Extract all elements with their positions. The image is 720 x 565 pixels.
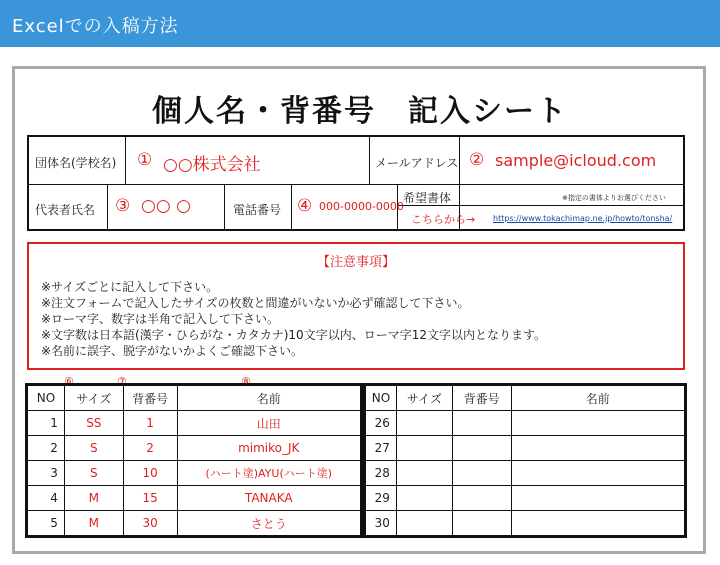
table-row: [28, 461, 361, 486]
col-header-size: サイズ: [64, 386, 123, 411]
col-header-size: サイズ: [396, 386, 452, 411]
table-row: [366, 411, 685, 436]
rep-num: ③: [115, 196, 131, 216]
cell-number[interactable]: [452, 486, 511, 511]
cell-name[interactable]: さとう: [177, 511, 360, 536]
notice-box: [27, 242, 685, 370]
mail-value[interactable]: sample@icloud.com: [495, 151, 657, 170]
col-header-name: 名前: [177, 386, 360, 411]
phone-value[interactable]: 000-0000-0000: [319, 200, 404, 213]
roster-table-left: [27, 385, 361, 536]
mail-num: ②: [469, 150, 485, 170]
cell-name[interactable]: 山田: [177, 411, 360, 436]
cell-no: 27: [366, 436, 397, 461]
cell-size[interactable]: [396, 486, 452, 511]
table-row: [28, 436, 361, 461]
cell-no: 29: [366, 486, 397, 511]
cell-no: 30: [366, 511, 397, 536]
notice-heading: 【注意事項】: [316, 255, 395, 270]
info-block: [27, 135, 685, 231]
cell-size[interactable]: [396, 436, 452, 461]
group-label: 団体名(学校名): [35, 156, 117, 170]
cell-size[interactable]: M: [64, 486, 123, 511]
col-header-no: NO: [366, 386, 397, 411]
font-link[interactable]: https://www.tokachimap.ne.jp/howto/tonsha/: [493, 214, 673, 223]
cell-name[interactable]: mimiko_JK: [177, 436, 360, 461]
notice-line: ※名前に誤字、脱字がないかよくご確認下さい。: [41, 344, 304, 358]
table-row: [366, 511, 685, 536]
font-link-label: こちらから→: [411, 213, 476, 226]
phone-label: 電話番号: [233, 203, 282, 217]
cell-number[interactable]: 30: [123, 511, 177, 536]
cell-name[interactable]: TANAKA: [177, 486, 360, 511]
table-row: [366, 461, 685, 486]
table-row: [28, 411, 361, 436]
cell-number[interactable]: 1: [123, 411, 177, 436]
header-title: Excelでの入稿方法: [12, 16, 179, 37]
notice-line: ※注文フォームで記入したサイズの枚数と間違がいないか必ず確認して下さい。: [41, 296, 470, 310]
col-header-no: NO: [28, 386, 65, 411]
cell-number[interactable]: [452, 411, 511, 436]
table-header-row: [366, 386, 685, 411]
font-label: 希望書体: [403, 191, 452, 205]
cell-size[interactable]: M: [64, 511, 123, 536]
cell-number[interactable]: 15: [123, 486, 177, 511]
cell-size[interactable]: [396, 461, 452, 486]
col-header-name: 名前: [511, 386, 684, 411]
cell-no: 1: [28, 411, 65, 436]
cell-name[interactable]: [511, 461, 684, 486]
cell-number[interactable]: 10: [123, 461, 177, 486]
cell-size[interactable]: [396, 411, 452, 436]
notice-line: ※ローマ字、数字は半角で記入して下さい。: [41, 312, 280, 326]
col-header-number: 背番号: [123, 386, 177, 411]
cell-name[interactable]: [511, 436, 684, 461]
cell-name[interactable]: [511, 411, 684, 436]
cell-number[interactable]: [452, 511, 511, 536]
notice-lines: [41, 279, 546, 359]
notice-line: ※サイズごとに記入して下さい。: [41, 280, 219, 294]
cell-size[interactable]: [396, 511, 452, 536]
cell-size[interactable]: SS: [64, 411, 123, 436]
cell-name[interactable]: [511, 511, 684, 536]
notice-line: ※文字数は日本語(漢字・ひらがな・カタカナ)10文字以内、ローマ字12文字以内となります。: [41, 328, 547, 342]
font-note: ※指定の書体よりお選びください: [562, 194, 666, 202]
cell-number[interactable]: [452, 436, 511, 461]
marker-name: ⑧: [241, 375, 251, 388]
col-header-number: 背番号: [452, 386, 511, 411]
cell-no: 4: [28, 486, 65, 511]
cell-name[interactable]: (ハート塗)AYU(ハート塗): [177, 461, 360, 486]
group-num: ①: [137, 150, 153, 170]
table-row: [366, 436, 685, 461]
table-row: [28, 486, 361, 511]
cell-no: 3: [28, 461, 65, 486]
rep-label: 代表者氏名: [35, 203, 96, 217]
cell-no: 2: [28, 436, 65, 461]
table-row: [366, 486, 685, 511]
roster-table-right: [365, 385, 685, 536]
cell-no: 28: [366, 461, 397, 486]
cell-size[interactable]: S: [64, 461, 123, 486]
phone-num: ④: [297, 196, 313, 216]
cell-no: 5: [28, 511, 65, 536]
sheet-title: 個人名・背番号 記入シート: [152, 94, 568, 129]
table-row: [28, 511, 361, 536]
rep-value[interactable]: ○○ ○: [141, 196, 191, 216]
cell-name[interactable]: [511, 486, 684, 511]
marker-size: ⑥: [64, 375, 74, 388]
cell-no: 26: [366, 411, 397, 436]
cell-number[interactable]: 2: [123, 436, 177, 461]
mail-label: メールアドレス: [375, 156, 459, 170]
table-header-row: [28, 386, 361, 411]
marker-number: ⑦: [117, 375, 127, 388]
cell-number[interactable]: [452, 461, 511, 486]
cell-size[interactable]: S: [64, 436, 123, 461]
group-value[interactable]: ○○株式会社: [163, 155, 261, 175]
